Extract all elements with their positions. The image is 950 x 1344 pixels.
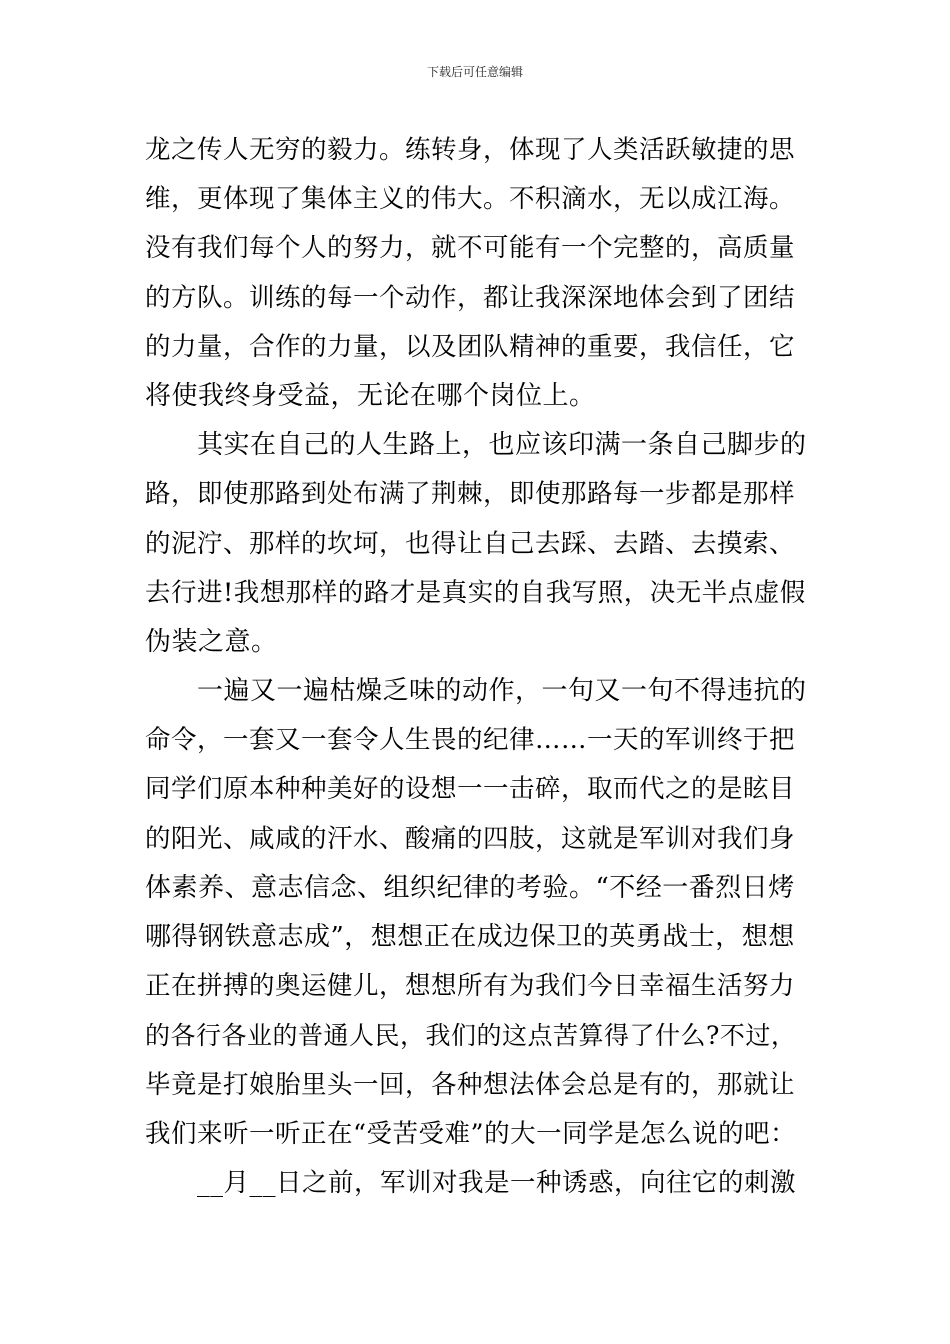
text-line: 的力量，合作的力量，以及团队精神的重要，我信任，它 — [145, 331, 796, 362]
text-line: 龙之传人无穷的毅力。练转身，体现了人类活跃敏捷的思 — [145, 135, 796, 165]
text-line: 毕竟是打娘胎里头一回，各种想法体会总是有的，那就让 — [145, 1069, 796, 1100]
text-line: 维，更体现了集体主义的伟大。不积滴水，无以成江海。 — [145, 184, 796, 215]
text-line: 的方队。训练的每一个动作，都让我深深地体会到了团结 — [145, 282, 796, 313]
paragraph-first-line: 其实在自己的人生路上，也应该印满一条自己脚步的 — [197, 430, 807, 461]
text-line: 命令，一套又一套令人生畏的纪律……一天的军训终于把 — [145, 725, 796, 756]
text-line: 路，即使那路到处布满了荆棘，即使那路每一步都是那样 — [145, 479, 796, 510]
text-line: 同学们原本种种美好的设想一一击碎，取而代之的是眩目 — [145, 774, 796, 805]
text-line: 体素养、意志信念、组织纪律的考验。“不经一番烈日烤 — [145, 872, 795, 903]
paragraph-first-line: __月__日之前，军训对我是一种诱惑，向往它的刺激 — [197, 1167, 797, 1198]
text-line: 我们来听一听正在“受苦受难”的大一同学是怎么说的吧： — [145, 1118, 797, 1149]
text-line: 没有我们每个人的努力，就不可能有一个完整的，高质量 — [145, 233, 796, 264]
document-body — [145, 126, 807, 1208]
text-line: 将使我终身受益，无论在哪个岗位上。 — [145, 380, 596, 411]
page-header-note: 下载后可任意编辑 — [426, 65, 523, 79]
text-line: 伪装之意。 — [145, 626, 278, 657]
paragraph-first-line: 一遍又一遍枯燥乏味的动作，一句又一句不得违抗的 — [197, 676, 807, 707]
text-line: 的泥泞、那样的坎坷，也得让自己去踩、去踏、去摸索、 — [145, 528, 796, 559]
text-line: 哪得钢铁意志成”，想想正在成边保卫的英勇战士，想想 — [145, 922, 795, 952]
text-line: 的阳光、咸咸的汗水、酸痛的四肢，这就是军训对我们身 — [145, 823, 796, 854]
text-line: 的各行各业的普通人民，我们的这点苦算得了什么?不过， — [145, 1021, 797, 1051]
text-line: 去行进!我想那样的路才是真实的自我写照，决无半点虚假 — [145, 577, 806, 608]
text-line: 正在拼搏的奥运健儿，想想所有为我们今日幸福生活努力 — [145, 971, 796, 1002]
